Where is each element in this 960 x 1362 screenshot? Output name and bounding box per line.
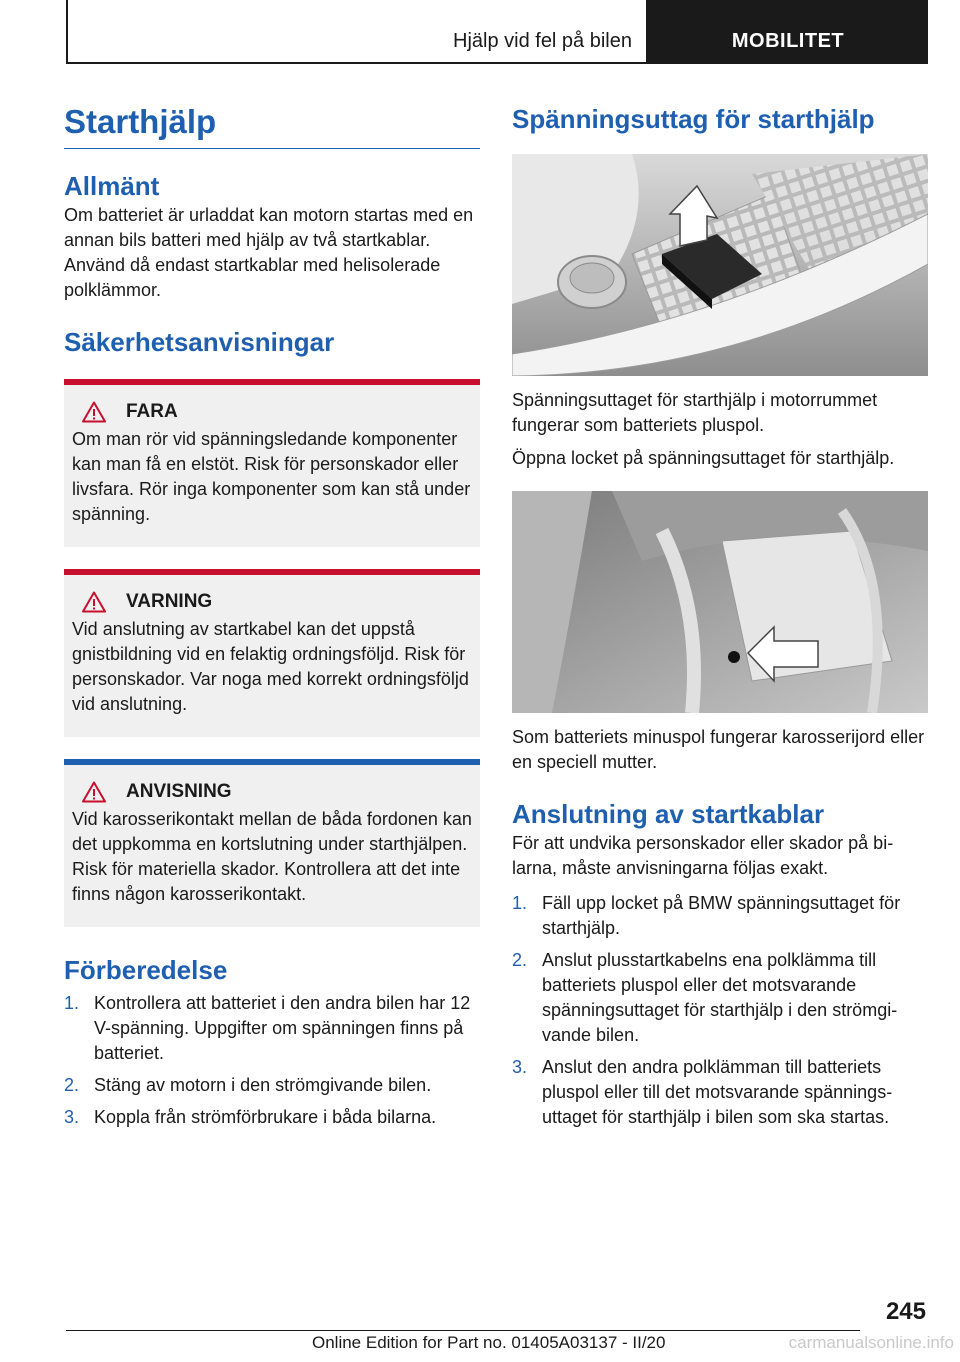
- general-heading: Allmänt: [64, 171, 160, 201]
- caption-ground: Som batteriets minuspol fungerar karosserijord eller en speciell mutter.: [512, 727, 925, 772]
- right-column: [512, 100, 928, 1137]
- page-number: 245: [885, 1298, 926, 1325]
- general-text: Om batteriet är urladdat kan motorn startas med en annan bils batteri med hjälp av två startkablar. Använd då endast startkablar med helisolerade polklämmor.: [64, 205, 474, 300]
- connect-heading: Anslutning av startkablar: [512, 799, 825, 829]
- engine-bay-photo-socket: [512, 154, 928, 376]
- prep-heading: Förberedelse: [64, 955, 228, 985]
- list-item: 1. Kontrollera att batteriet i den andra bilen har 12 V-spänning. Uppgifter om spänningen finns på batteriet.: [64, 993, 471, 1063]
- warning-text: Vid karosserikontakt mellan de båda fordonen kan det uppkomma en kortslutning under starthjälpen. Risk för materiella skador. Kontrollera att det inte finns någon karosserikontakt.: [72, 809, 472, 904]
- connect-intro: För att undvika personskador eller skador på bilarna, måste anvisningarna följas exakt.: [512, 833, 894, 878]
- list-item: 2. Stäng av motorn i den strömgivande bilen.: [64, 1075, 432, 1095]
- chapter-tab: [648, 0, 928, 64]
- warning-danger: [64, 379, 480, 547]
- warning-triangle-icon: [82, 781, 106, 803]
- list-item: 3. Anslut den andra polklämman till batteriets pluspol eller till det motsvarande spänningsuttaget för starthjälp i bilen som ska startas.: [512, 1057, 893, 1127]
- list-item: 3. Koppla från strömförbrukare i båda bilarna.: [64, 1107, 437, 1127]
- warning-text: Om man rör vid spänningsledande komponenter kan man få en elstöt. Risk för personskador eller livsfara. Rör inga komponenter som kan stå under spänning.: [72, 429, 471, 524]
- warning-caution: [64, 569, 480, 737]
- warning-triangle-icon: [82, 401, 106, 423]
- caption-open-lid: Öppna locket på spänningsuttaget för starthjälp.: [512, 448, 895, 468]
- section-title: Hjälp vid fel på bilen: [453, 30, 632, 52]
- warning-label: FARA: [126, 401, 178, 422]
- warning-text: Vid anslutning av startkabel kan det uppstå gnistbildning vid en felaktig ordningsföljd. Risk för personskador. Var noga med korrekt ordningsföljd vid anslutning.: [72, 619, 469, 714]
- list-item: 2. Anslut plusstartkabelns ena polklämma till batteriets pluspol eller det motsvarande spänningsuttaget för starthjälp i den strömgivande bilen.: [512, 950, 898, 1045]
- prep-steps: [64, 991, 480, 1130]
- edition-text: Online Edition for Part no. 01405A03137 - II/20: [312, 1333, 666, 1352]
- list-item: 1. Fäll upp locket på BMW spänningsuttaget för starthjälp.: [512, 893, 901, 938]
- engine-bay-photo-ground: [512, 491, 928, 713]
- safety-heading: Säkerhetsanvisningar: [64, 327, 335, 357]
- socket-title: Spänningsuttag för starthjälp: [512, 104, 875, 134]
- page-title: Starthjälp: [64, 100, 480, 149]
- warning-label: ANVISNING: [126, 781, 232, 802]
- connect-steps: [512, 891, 928, 1130]
- warning-triangle-icon: [82, 591, 106, 613]
- warning-label: VARNING: [126, 591, 213, 612]
- section-tab: [66, 0, 648, 64]
- watermark: carmanualsonline.info: [788, 1333, 954, 1352]
- chapter-title: MOBILITET: [731, 30, 845, 52]
- caption-socket: Spänningsuttaget för starthjälp i motorrummet fungerar som batteriets pluspol.: [512, 390, 878, 435]
- footer-divider: [66, 1330, 860, 1331]
- page-header: [66, 0, 928, 66]
- warning-notice: [64, 759, 480, 927]
- left-column: [64, 100, 480, 1137]
